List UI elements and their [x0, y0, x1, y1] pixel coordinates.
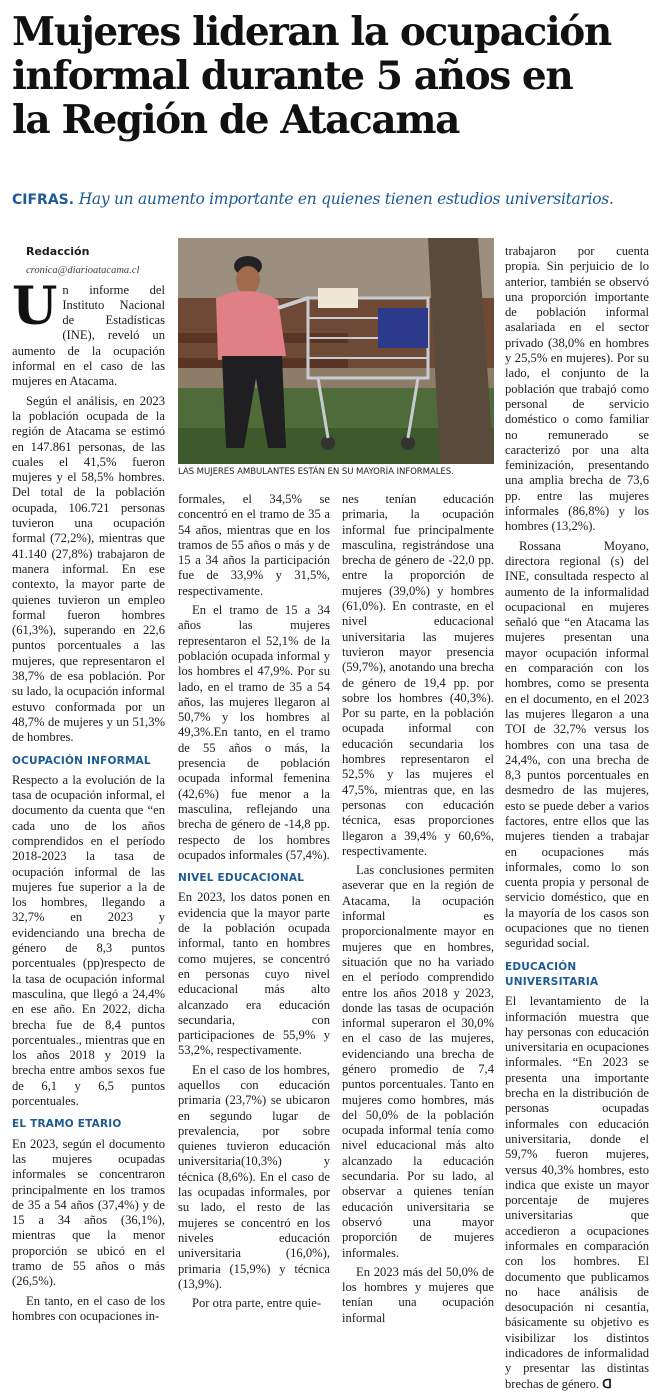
byline: Redacción	[26, 245, 90, 258]
headline-line: informal durante 5 años en	[12, 53, 573, 99]
deck-text: Hay un aumento importante en quienes tienen estudios universitarios.	[78, 190, 614, 208]
column-4	[505, 244, 649, 1396]
column-3	[342, 492, 494, 1330]
author-email: cronica@diarioatacama.cl	[26, 265, 140, 277]
column-2	[178, 492, 330, 1315]
paragraph: Rossana Moyano, directora regional (s) del INE, consultada respecto al aumento de la informalidad ocupacional en mujeres señaló que “en Atacama las mujeres presentan una mayor ocupación informal en comparación con los hombres, como se presenta en el documento, en el 2023 las mujeres llegaron a una TOI de 32,7% versus los hombres con una tasa de 24,4%, con una brecha de 8,3 puntos porcentuales en desmedro de las mujeres, esto se puede deber a varios factores, entre ellos que las mujeres tienden a trabajar en ocupaciones más informales, como lo son cuenta propia y personal de servicio doméstico, que en la mayoría de los casos son ocupaciones que no tienen seguridad social.	[505, 538, 649, 951]
end-mark-icon: ᗡ	[602, 1376, 612, 1391]
woman-with-cart-photo	[178, 238, 494, 464]
photo-caption: LAS MUJERES AMBULANTES ESTÁN EN SU MAYORÍA INFORMALES.	[178, 467, 454, 477]
section-heading-tramo-etario: EL TRAMO ETARIO	[12, 1118, 122, 1131]
article-photo	[178, 238, 494, 464]
paragraph-text: El levantamiento de la información muestra que hay personas con educación universitaria en ocupaciones informales. “En 2023 se presenta una importante brecha en la distribución de personas ocupadas informales con educación universitaria, donde el 59,7% fueron mujeres, versus 40,3% hombres, esto indica que existe un mayor porcentaje de mujeres universitarias que accedieron a ocupaciones informales en comparación con los hombres. El documento que publicamos no hace análisis de desocupación ni cesantía, básicamente su objetivo es visibilizar los distintos indicadores de informalidad y presentar las distintas brechas de género.	[505, 994, 649, 1391]
paragraph: Respecto a la evolución de la tasa de ocupación informal, el documento da cuenta que “en cada uno de los años comprendidos en el período 2018-2023 la tasa de ocupación informal de las mujeres fue superior a la de los hombres, llegando a 32,7% en 2023 y evidenciando una brecha de género de 8,3 puntos porcentuales (pp)respecto de la tasa de ocupación informal masculina, que llegó a 24,4% en ese año. En 2022, dicha brecha fue de 8,4 puntos porcentuales., mientras que en los años 2018 y 2019 la brecha entre ambos sexos fue de 6,1 y 6,5 puntos porcentuales.	[12, 772, 165, 1109]
section-heading-ocupacion-informal: OCUPACIÓN INFORMAL	[12, 754, 151, 767]
headline-line: Mujeres lideran la ocupación	[12, 9, 611, 55]
lead-paragraph: Un informe del Instituto Nacional de Estadísticas (INE), reveló un aumento de la ocupación informal en el caso de las mujeres en Atacama.	[12, 275, 165, 389]
paragraph: En 2023, los datos ponen en evidencia que la mayor parte de la población ocupada informal, tanto en hombres como mujeres, se concentró en personas cuyo nivel educacional más alto alcanzado era educación secundaria, con participaciones de 55,9% y 53,2%, respectivamente.	[178, 890, 330, 1058]
paragraph: En tanto, en el caso de los hombres con ocupaciones in-	[12, 1293, 165, 1323]
paragraph	[505, 994, 649, 1392]
column-1	[12, 244, 165, 1328]
section-heading-nivel-educacional: NIVEL EDUCACIONAL	[178, 872, 305, 885]
deck	[12, 190, 648, 208]
deck-tag: CIFRAS.	[12, 192, 75, 208]
paragraph: En el caso de los hombres, aquellos con educación primaria (23,7%) se ubicaron en segundo lugar de prevalencia, por sobre quienes tuvieron educación universitaria(10,3%) y técnica (8,6%). En el caso de las ocupadas informales, por su lado, el resto de las mujeres se concentró en los niveles educación universitaria (16,0%), primaria (15,9%) y técnica (13,9%).	[178, 1062, 330, 1291]
paragraph: Según el análisis, en 2023 la población ocupada de la región de Atacama se estimó en 147.861 personas, de las cuales el 41,5% fueron mujeres y el 58,5% hombres. Del total de la población ocupada, 106.721 personas tuvieron una ocupación formal (72,2%), mientras que 41.140 (27,8%) trabajaron de manera informal. En ese contexto, la mayor parte de quienes tuvieron un empleo formal fueron hombres (61,3%), superando en 22,6 puntos porcentuales a las mujeres, que representaron el 38,7% de esa población. Por su lado, la ocupación informal estuvo conformada por un 48,7% de mujeres y un 51,3% de hombres.	[12, 393, 165, 745]
headline-line: la Región de Atacama	[12, 97, 459, 143]
paragraph: Por otra parte, entre quie-	[192, 1296, 322, 1311]
paragraph: Las conclusiones permiten aseverar que en la región de Atacama, la ocupación informal es proporcionalmente mayor en mujeres que en hombres, situación que no ha variado en el período comprendido entre los años 2018 y 2023, donde las tasas de ocupación informal superaron el 30,0% en el caso de las mujeres, evidenciando una brecha de género promedio de 7,4 puntos porcentuales. Tanto en mujeres como hombres, más del 50,0% de la población ocupada informal tenía como nivel educacional más alto alcanzado la educación secundaria. Por su lado, al observar a quienes tenían educación universitaria se observó una mayor proporción de mujeres informales.	[342, 863, 494, 1260]
paragraph: En 2023, según el documento las mujeres ocupadas informales se concentraron principalmente en los tramos de 35 a 54 años (37,4%) y de 15 a 34 años (36,1%), mientras que la menor proporción se ubicó en el tramo de 55 años o más (26,5%).	[12, 1136, 165, 1289]
paragraph: formales, el 34,5% se concentró en el tramo de 35 a 54 años, mientras que en los tramos de 55 años o más y de 15 a 34 años la participación fue de 33,9% y 31,5%, respectivamente.	[178, 492, 330, 598]
paragraph: nes tenían educación primaria, la ocupación informal fue principalmente masculina, registrándose una brecha de género de -22,0 pp. entre la proporción de mujeres (39,0%) y hombres (61,0%). En contraste, en el nivel educacional universitaria las mujeres tuvieron mayor presencia (59,7%), anotando una brecha de género de 19,4 pp. por sobre los hombres (40,3%). Por su parte, en la población ocupada informal con educación secundaria los hombres representaron el 52,5% y las mujeres el 47,5%, mientras que, en las personas con educación técnica, esas proporciones llegaron a 39,4% y 60,6%, respectivamente.	[342, 492, 494, 858]
headline	[12, 10, 648, 142]
paragraph: En 2023 más del 50,0% de los hombres y mujeres que tenían una ocupación informal	[342, 1264, 494, 1325]
section-heading-educacion-universitaria: EDUCACIÓN UNIVERSITARIA	[505, 960, 599, 988]
paragraph: En el tramo de 15 a 34 años las mujeres representaron el 52,1% de la población ocupada informal y los hombres el 47,9%. Por su lado, en el tramo de 35 a 54 años, las mujeres llegaron al 50,7% y los hombres al 49,3%.En tanto, en el tramo de 55 años o más, la presencia de población ocupada informal femenina (42,6%) fue menor a la masculina, reflejando una brecha de género de -14,8 pp. respecto de los hombres ocupados informales (57,4%).	[178, 603, 330, 862]
paragraph: trabajaron por cuenta propia. Sin perjuicio de lo anterior, también se observó una proporción importante de población informal asalariada en el sector privado (38,0% en hombres y 25,5% en mujeres). Por su lado, el conjunto de la población que trabajó como personal de servicio doméstico o como familiar no remunerado se caracterizó por una alta feminización, presentando una amplia brecha de 73,6 pp. entre las mujeres informales (86,8%) y los hombres (13,2%).	[505, 244, 649, 534]
